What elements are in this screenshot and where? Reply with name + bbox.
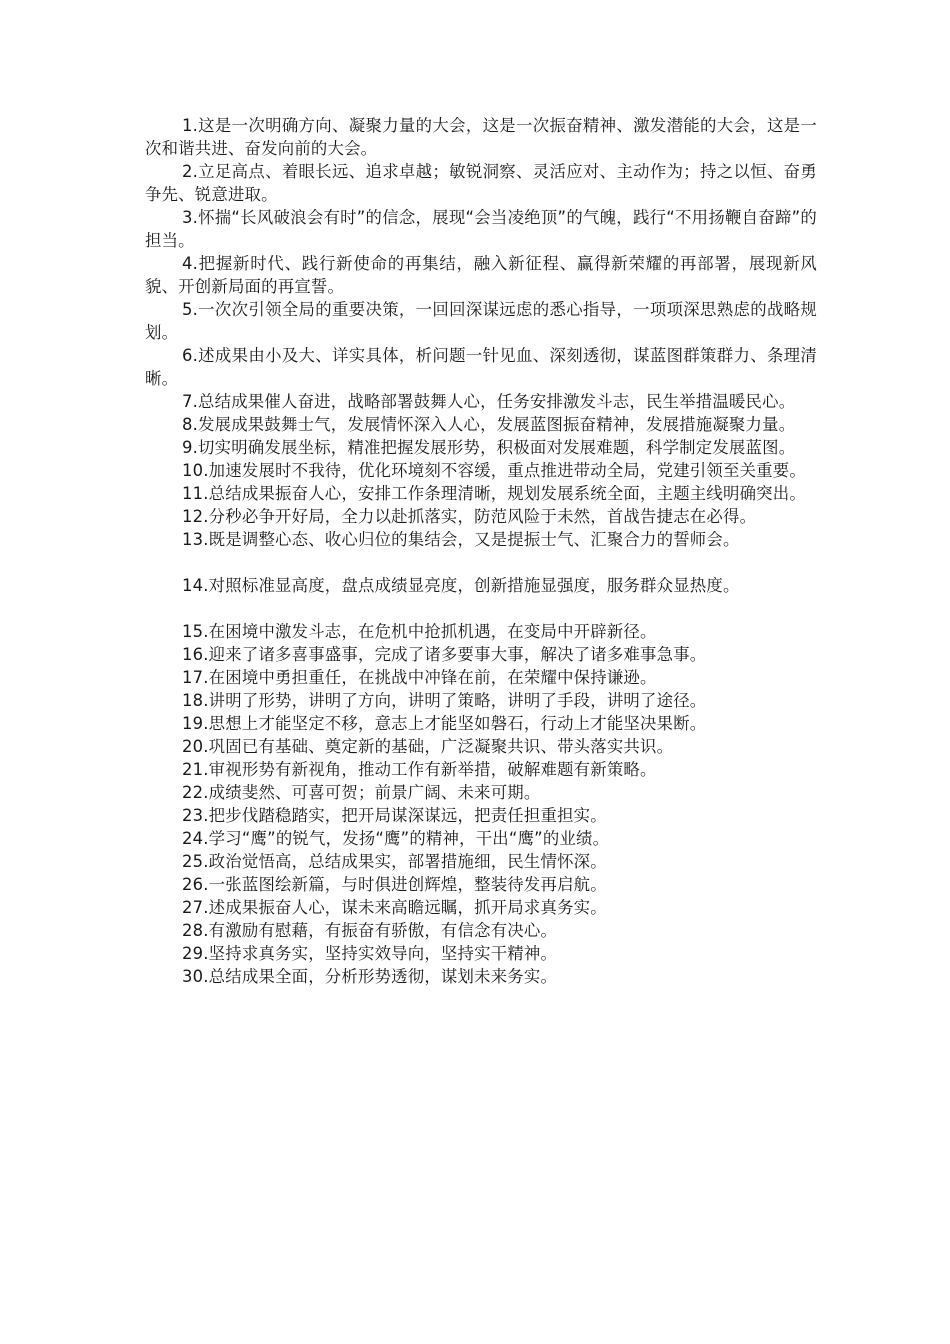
list-item: 28.有激励有慰藉，有振奋有骄傲，有信念有决心。 [182, 921, 558, 940]
list-item: 27.述成果振奋人心，谋未来高瞻远瞩，抓开局求真务实。 [182, 898, 607, 917]
list-item: 15.在困境中激发斗志，在危机中抢抓机遇，在变局中开辟新径。 [182, 622, 657, 641]
list-item: 14.对照标准显高度，盘点成绩显亮度，创新措施显强度，服务群众显热度。 [182, 576, 740, 595]
list-item: 26.一张蓝图绘新篇，与时俱进创辉煌，整装待发再启航。 [182, 875, 607, 894]
list-item: 24.学习“鹰”的锐气，发扬“鹰”的精神，干出“鹰”的业绩。 [182, 829, 610, 848]
list-item: 17.在困境中勇担重任，在挑战中冲锋在前，在荣耀中保持谦逊。 [182, 668, 657, 687]
list-item: 11.总结成果振奋人心，安排工作条理清晰，规划发展系统全面，主题主线明确突出。 [182, 484, 806, 503]
list-item: 8.发展成果鼓舞士气，发展情怀深入人心，发展蓝图振奋精神，发展措施凝聚力量。 [182, 415, 796, 434]
list-item: 5.一次次引领全局的重要决策，一回回深谋远虑的悉心指导，一项项深思熟虑的战略规划。 [145, 300, 817, 342]
list-item: 22.成绩斐然、可喜可贺；前景广阔、未来可期。 [182, 783, 541, 802]
list-item: 4.把握新时代、践行新使命的再集结，融入新征程、赢得新荣耀的再部署，展现新风貌、开创新局面的再宣誓。 [145, 254, 817, 296]
list-item: 18.讲明了形势，讲明了方向，讲明了策略，讲明了手段，讲明了途径。 [182, 691, 707, 710]
list-item: 30.总结成果全面，分析形势透彻，谋划未来务实。 [182, 967, 558, 986]
list-item: 12.分秒必争开好局，全力以赴抓落实，防范风险于未然，首战告捷志在必得。 [182, 507, 757, 526]
list-item: 7.总结成果催人奋进，战略部署鼓舞人心，任务安排激发斗志，民生举措温暖民心。 [182, 392, 796, 411]
document-body [145, 114, 817, 988]
list-item: 23.把步伐踏稳踏实，把开局谋深谋远，把责任担重担实。 [182, 806, 607, 825]
list-item: 29.坚持求真务实，坚持实效导向，坚持实干精神。 [182, 944, 558, 963]
list-item: 6.述成果由小及大、详实具体，析问题一针见血、深刻透彻，谋蓝图群策群力、条理清晰。 [145, 346, 817, 388]
list-item: 19.思想上才能坚定不移，意志上才能坚如磐石，行动上才能坚决果断。 [182, 714, 707, 733]
list-item: 21.审视形势有新视角，推动工作有新举措，破解难题有新策略。 [182, 760, 657, 779]
list-item: 10.加速发展时不我待，优化环境刻不容缓，重点推进带动全局，党建引领至关重要。 [182, 461, 806, 480]
list-item: 25.政治觉悟高，总结成果实，部署措施细，民生情怀深。 [182, 852, 607, 871]
list-item: 2.立足高点、着眼长远、追求卓越；敏锐洞察、灵活应对、主动作为；持之以恒、奋勇争先、锐意进取。 [145, 162, 817, 204]
list-item: 3.怀揣“长风破浪会有时”的信念，展现“会当凌绝顶”的气魄，践行“不用扬鞭自奋蹄”的担当。 [145, 208, 817, 250]
list-item: 20.巩固已有基础、奠定新的基础，广泛凝聚共识、带头落实共识。 [182, 737, 674, 756]
list-item: 16.迎来了诸多喜事盛事，完成了诸多要事大事，解决了诸多难事急事。 [182, 645, 707, 664]
list-item: 1.这是一次明确方向、凝聚力量的大会，这是一次振奋精神、激发潜能的大会，这是一次和谐共进、奋发向前的大会。 [145, 116, 817, 158]
list-item: 13.既是调整心态、收心归位的集结会，又是提振士气、汇聚合力的誓师会。 [182, 530, 740, 549]
list-item: 9.切实明确发展坐标，精准把握发展形势，积极面对发展难题，科学制定发展蓝图。 [182, 438, 796, 457]
